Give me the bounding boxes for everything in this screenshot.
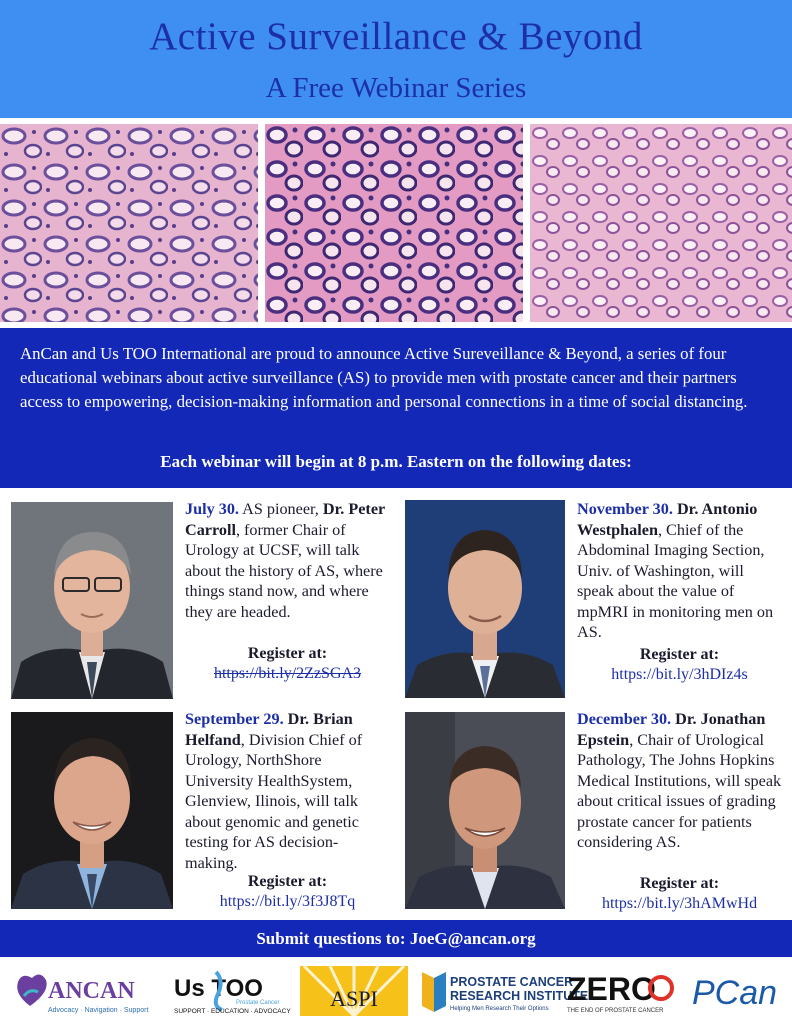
zero-tagline: THE END OF PROSTATE CANCER [567,1008,664,1014]
tissue-image-1 [0,124,258,322]
register-block-epstein [577,874,782,914]
schedule-heading: Each webinar will begin at 8 p.m. Eastern on the following dates: [160,452,632,471]
speaker-date: November 30. [577,500,673,518]
speaker-date: July 30. [185,500,239,518]
intro-section [0,328,792,488]
submit-questions-text[interactable]: Submit questions to: JoeG@ancan.org [256,929,536,948]
speaker-bio-carroll: July 30. AS pioneer, Dr. Peter Carroll, former Chair of Urology at UCSF, will talk about the history of AS, where things stand now, and where they are headed. [185,500,385,621]
header-banner [0,0,792,118]
ustoo-logo [172,966,291,1016]
pcri-logo [420,966,589,1016]
pcri-tagline: Helping Men Research Their Options [450,1006,549,1012]
page-subtitle: A Free Webinar Series [265,72,527,104]
ancan-tagline: Advocacy · Navigation · Support [48,1007,149,1014]
speaker-bio-westphalen: November 30. Dr. Antonio Westphalen, Chief of the Abdominal Imaging Section, Univ. of Washington, will speak about the value of mpMRI in monitoring men on AS. [577,500,774,641]
speaker-photo-westphalen [405,500,565,698]
tissue-image-2 [265,124,523,322]
register-label: Register at: [247,873,328,890]
tissue-image-3 [530,124,792,322]
ancan-logo-text: ANCAN [48,978,135,1004]
zero-logo-text: ZERO [567,971,656,1007]
speaker-date: December 30. [577,710,672,728]
speaker-name: Dr. Peter Carroll [185,500,385,539]
register-block-carroll [185,644,390,684]
aspi-logo-text: ASPI [330,986,378,1011]
ustoo-small: Prostate Cancer [236,1000,280,1006]
register-block-helfand [185,872,390,912]
speaker-photo-carroll [11,502,173,699]
speaker-photo-epstein [405,712,565,909]
aspi-logo [300,966,408,1016]
pcan-logo [690,966,782,1016]
speaker-bio-helfand: September 29. Dr. Brian Helfand, Division Chief of Urology, NorthShore University HealthSystem, Glenview, Ilinois, will talk about genomic and genetic testing for AS decision-making. [185,710,363,872]
speaker-name: Dr. Brian Helfand [185,710,353,749]
pcri-line2: RESEARCH INSTITUTE [450,989,589,1003]
tissue-image-strip [0,118,792,328]
intro-paragraph: AnCan and Us TOO International are proud to announce Active Sureveillance & Beyond, a series of four educational webinars about active surveillance (AS) to provide men with prostate cancer and their partners access to empowering, decision-making information and personal connections in a time of social distancing. [20,344,748,411]
ustoo-tagline: SUPPORT · EDUCATION · ADVOCACY [174,1008,291,1015]
ancan-logo [12,966,160,1016]
register-link-westphalen[interactable]: https://bit.ly/3hDIz4s [611,666,748,683]
register-block-westphalen [577,645,782,685]
register-label: Register at: [639,646,720,663]
speaker-photo-helfand [11,712,173,909]
pcan-logo-text: PCan [692,974,778,1012]
register-link-helfand[interactable]: https://bit.ly/3f3J8Tq [219,893,356,910]
speaker-name: Dr. Jonathan Epstein [577,710,766,749]
register-label: Register at: [639,875,720,892]
pcri-line1: PROSTATE CANCER [450,975,574,989]
ustoo-logo-text: Us TOO [174,975,263,1002]
register-link-carroll[interactable]: https://bit.ly/2ZzSGA3 [213,665,362,682]
submit-questions-band [0,920,792,957]
zero-logo [565,966,677,1016]
speaker-name: Dr. Antonio Westphalen [577,500,758,539]
speaker-bio-epstein: December 30. Dr. Jonathan Epstein, Chair of Urological Pathology, The Johns Hopkins Medical Institutions, will speak about critical issues of grading prostate cancer for patients considering AS. [577,710,782,851]
register-label: Register at: [247,645,328,662]
register-link-epstein[interactable]: https://bit.ly/3hAMwHd [601,895,758,912]
sponsor-logos [0,958,792,1024]
speaker-date: September 29. [185,710,284,728]
page-title: Active Surveillance & Beyond [149,15,643,58]
